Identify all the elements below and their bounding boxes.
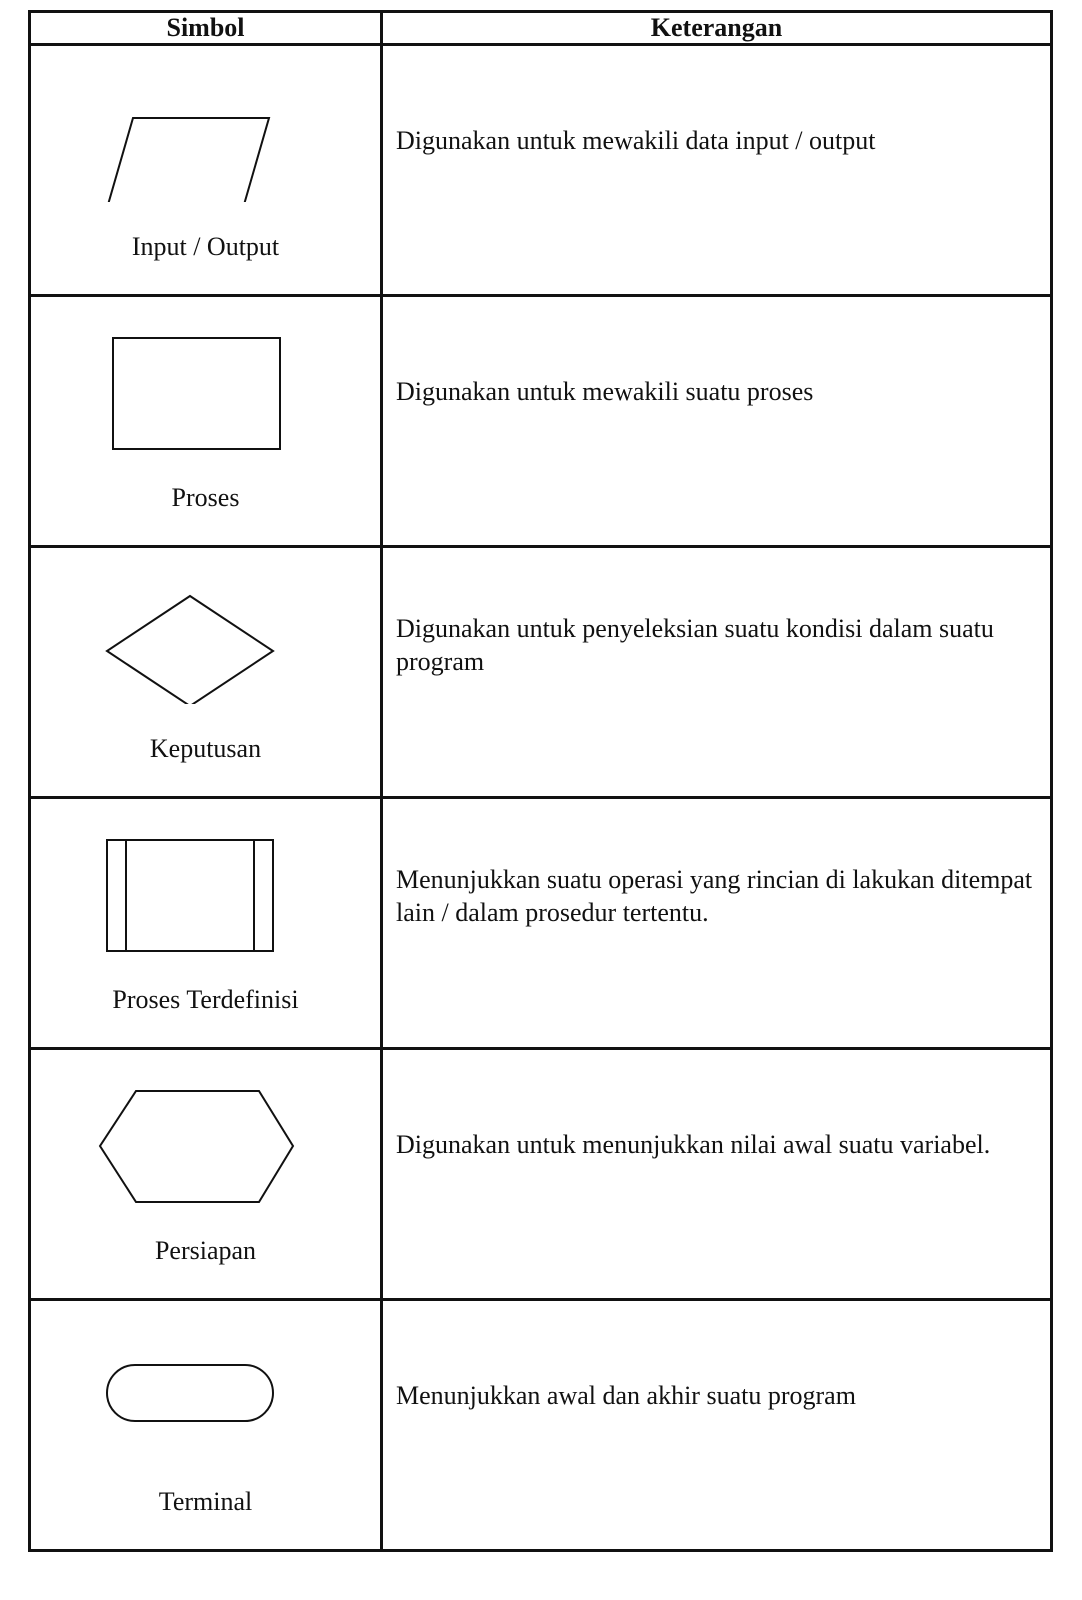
description-cell [382, 296, 1052, 547]
description-text: Digunakan untuk mewakili suatu proses [396, 377, 814, 406]
description-cell [382, 45, 1052, 296]
description-text: Digunakan untuk penyeleksian suatu kondisi dalam suatu program [396, 614, 994, 676]
table-row [30, 1049, 1052, 1300]
table-row [30, 296, 1052, 547]
rectangle-icon [31, 333, 383, 453]
symbol-label: Input / Output [131, 232, 280, 261]
symbol-label: Keputusan [149, 734, 262, 763]
description-cell [382, 1049, 1052, 1300]
symbol-label: Proses Terdefinisi [112, 985, 299, 1014]
header-description: Keterangan [382, 12, 1052, 45]
symbol-cell [30, 1300, 382, 1551]
predefined-process-icon [31, 835, 383, 955]
symbol-label: Persiapan [154, 1236, 257, 1265]
table-row [30, 1300, 1052, 1551]
table-row [30, 45, 1052, 296]
symbol-label: Terminal [158, 1487, 253, 1516]
symbol-cell [30, 798, 382, 1049]
description-cell [382, 798, 1052, 1049]
flowchart-symbol-table [28, 10, 1053, 1552]
table-row [30, 798, 1052, 1049]
table-row [30, 547, 1052, 798]
symbol-cell [30, 296, 382, 547]
symbol-label: Proses [171, 483, 240, 512]
diamond-icon [31, 584, 383, 704]
table-header-row [30, 12, 1052, 45]
terminal-icon [31, 1337, 383, 1457]
symbol-cell [30, 547, 382, 798]
description-cell [382, 1300, 1052, 1551]
parallelogram-icon [31, 82, 383, 202]
description-text: Digunakan untuk mewakili data input / output [396, 126, 876, 155]
symbol-cell [30, 1049, 382, 1300]
description-cell [382, 547, 1052, 798]
description-text: Menunjukkan awal dan akhir suatu program [396, 1381, 856, 1410]
hexagon-icon [31, 1086, 383, 1206]
description-text: Digunakan untuk menunjukkan nilai awal suatu variabel. [396, 1130, 991, 1159]
symbol-cell [30, 45, 382, 296]
header-symbol: Simbol [30, 12, 382, 45]
description-text: Menunjukkan suatu operasi yang rincian di lakukan ditempat lain / dalam prosedur tertentu. [396, 865, 1033, 927]
